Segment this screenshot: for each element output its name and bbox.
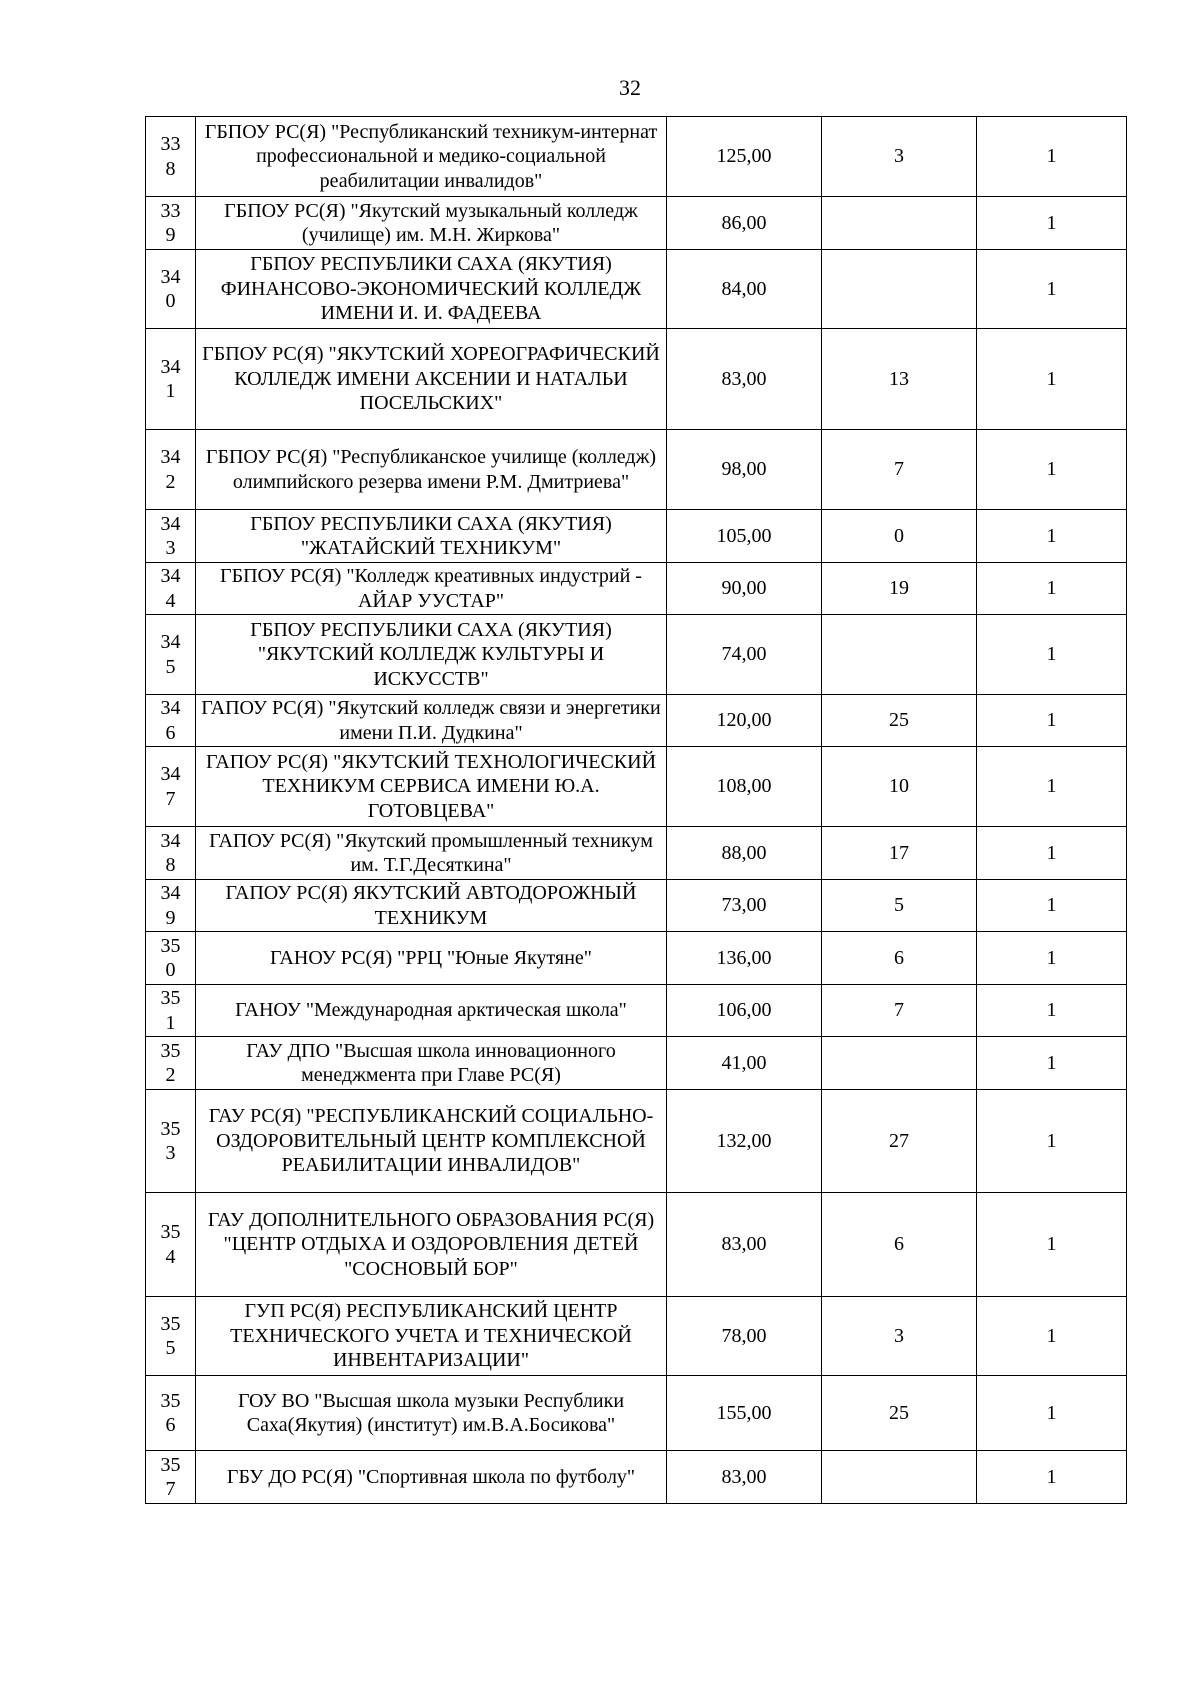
value-cell: 125,00 [667, 117, 822, 197]
row-number-cell [146, 250, 196, 329]
qty-cell: 1 [977, 250, 1127, 329]
page-number: 32 [619, 75, 641, 100]
row-number: 343 [160, 512, 181, 559]
institution-name: ГОУ ВО "Высшая школа музыки Республики Саха(Якутия) (институт) им.В.А.Босикова" [196, 1376, 667, 1451]
institution-name: ГАНОУ РС(Я) "РРЦ "Юные Якутяне" [196, 932, 667, 985]
row-number-cell [146, 932, 196, 985]
row-number: 340 [160, 265, 181, 312]
value-cell: 90,00 [667, 563, 822, 615]
institution-name: ГАНОУ "Международная арктическая школа" [196, 985, 667, 1037]
count-cell: 6 [822, 1193, 977, 1297]
table-row [146, 329, 1127, 430]
institution-name: ГБПОУ РС(Я) "Колледж креативных индустрий - АЙАР УУСТАР" [196, 563, 667, 615]
institution-name: ГАУ ДОПОЛНИТЕЛЬНОГО ОБРАЗОВАНИЯ РС(Я) "ЦЕНТР ОТДЫХА И ОЗДОРОВЛЕНИЯ ДЕТЕЙ "СОСНОВЫЙ БОР" [196, 1193, 667, 1297]
row-number: 347 [160, 763, 181, 810]
row-number: 350 [160, 934, 181, 981]
table-row [146, 615, 1127, 695]
qty-cell: 1 [977, 197, 1127, 250]
row-number: 346 [160, 697, 181, 744]
row-number-cell [146, 1037, 196, 1090]
qty-cell: 1 [977, 1376, 1127, 1451]
value-cell: 120,00 [667, 695, 822, 747]
qty-cell: 1 [977, 329, 1127, 430]
qty-cell: 1 [977, 1037, 1127, 1090]
count-cell: 0 [822, 510, 977, 563]
table-row [146, 563, 1127, 615]
count-cell: 25 [822, 1376, 977, 1451]
count-cell: 25 [822, 695, 977, 747]
value-cell: 105,00 [667, 510, 822, 563]
row-number-cell [146, 510, 196, 563]
qty-cell: 1 [977, 563, 1127, 615]
row-number-cell [146, 827, 196, 880]
row-number-cell [146, 1193, 196, 1297]
qty-cell: 1 [977, 1451, 1127, 1504]
row-number-cell [146, 615, 196, 695]
table-row [146, 880, 1127, 932]
table-row [146, 1297, 1127, 1376]
qty-cell: 1 [977, 1090, 1127, 1193]
count-cell [822, 1037, 977, 1090]
row-number: 356 [160, 1389, 181, 1436]
institution-name: ГАПОУ РС(Я) ЯКУТСКИЙ АВТОДОРОЖНЫЙ ТЕХНИКУМ [196, 880, 667, 932]
institution-name: ГБПОУ РС(Я) "Республиканский техникум-интернат профессиональной и медико-социальной реабилитации инвалидов" [196, 117, 667, 197]
institution-name: ГБУ ДО РС(Я) "Спортивная школа по футболу" [196, 1451, 667, 1504]
row-number: 339 [160, 199, 181, 246]
count-cell [822, 250, 977, 329]
count-cell [822, 615, 977, 695]
count-cell: 7 [822, 985, 977, 1037]
qty-cell: 1 [977, 880, 1127, 932]
qty-cell: 1 [977, 1193, 1127, 1297]
row-number: 353 [160, 1117, 181, 1164]
table-body [146, 117, 1127, 1504]
value-cell: 88,00 [667, 827, 822, 880]
table-row [146, 1451, 1127, 1504]
count-cell: 3 [822, 117, 977, 197]
table-row [146, 985, 1127, 1037]
table-row [146, 827, 1127, 880]
table-row [146, 932, 1127, 985]
row-number: 344 [160, 565, 181, 612]
table-row [146, 250, 1127, 329]
count-cell: 13 [822, 329, 977, 430]
row-number: 348 [160, 829, 181, 876]
value-cell: 78,00 [667, 1297, 822, 1376]
row-number-cell [146, 1376, 196, 1451]
count-cell: 17 [822, 827, 977, 880]
row-number: 345 [160, 631, 181, 678]
table-row [146, 1090, 1127, 1193]
row-number: 338 [160, 133, 181, 180]
row-number-cell [146, 117, 196, 197]
table-row [146, 1376, 1127, 1451]
qty-cell: 1 [977, 747, 1127, 827]
institution-name: ГБПОУ РС(Я) "Якутский музыкальный колледж (училище) им. М.Н. Жиркова" [196, 197, 667, 250]
table-row [146, 1037, 1127, 1090]
row-number: 351 [160, 987, 181, 1034]
value-cell: 83,00 [667, 329, 822, 430]
institution-name: ГБПОУ РС(Я) "ЯКУТСКИЙ ХОРЕОГРАФИЧЕСКИЙ КОЛЛЕДЖ ИМЕНИ АКСЕНИИ И НАТАЛЬИ ПОСЕЛЬСКИХ" [196, 329, 667, 430]
row-number-cell [146, 563, 196, 615]
qty-cell: 1 [977, 510, 1127, 563]
count-cell: 27 [822, 1090, 977, 1193]
row-number: 354 [160, 1221, 181, 1268]
row-number-cell [146, 1297, 196, 1376]
qty-cell: 1 [977, 615, 1127, 695]
count-cell: 19 [822, 563, 977, 615]
row-number: 349 [160, 882, 181, 929]
table-row [146, 747, 1127, 827]
value-cell: 73,00 [667, 880, 822, 932]
table-row [146, 197, 1127, 250]
value-cell: 108,00 [667, 747, 822, 827]
row-number-cell [146, 1090, 196, 1193]
institution-name: ГАУ ДПО "Высшая школа инновационного менеджмента при Главе РС(Я) [196, 1037, 667, 1090]
institution-name: ГБПОУ РЕСПУБЛИКИ САХА (ЯКУТИЯ) "ЯКУТСКИЙ КОЛЛЕДЖ КУЛЬТУРЫ И ИСКУССТВ" [196, 615, 667, 695]
qty-cell: 1 [977, 932, 1127, 985]
row-number-cell [146, 880, 196, 932]
qty-cell: 1 [977, 117, 1127, 197]
row-number: 342 [160, 446, 181, 493]
count-cell: 5 [822, 880, 977, 932]
value-cell: 132,00 [667, 1090, 822, 1193]
value-cell: 86,00 [667, 197, 822, 250]
institution-name: ГБПОУ РЕСПУБЛИКИ САХА (ЯКУТИЯ) "ЖАТАЙСКИЙ ТЕХНИКУМ" [196, 510, 667, 563]
table-row [146, 695, 1127, 747]
institution-name: ГУП РС(Я) РЕСПУБЛИКАНСКИЙ ЦЕНТР ТЕХНИЧЕСКОГО УЧЕТА И ТЕХНИЧЕСКОЙ ИНВЕНТАРИЗАЦИИ" [196, 1297, 667, 1376]
row-number-cell [146, 985, 196, 1037]
count-cell [822, 1451, 977, 1504]
institution-name: ГБПОУ РЕСПУБЛИКИ САХА (ЯКУТИЯ) ФИНАНСОВО-ЭКОНОМИЧЕСКИЙ КОЛЛЕДЖ ИМЕНИ И. И. ФАДЕЕВА [196, 250, 667, 329]
value-cell: 98,00 [667, 430, 822, 510]
count-cell: 10 [822, 747, 977, 827]
institution-name: ГАПОУ РС(Я) "Якутский промышленный техникум им. Т.Г.Десяткина" [196, 827, 667, 880]
institution-name: ГАПОУ РС(Я) "ЯКУТСКИЙ ТЕХНОЛОГИЧЕСКИЙ ТЕХНИКУМ СЕРВИСА ИМЕНИ Ю.А. ГОТОВЦЕВА" [196, 747, 667, 827]
row-number-cell [146, 695, 196, 747]
row-number: 341 [160, 355, 181, 402]
value-cell: 136,00 [667, 932, 822, 985]
count-cell [822, 197, 977, 250]
row-number-cell [146, 430, 196, 510]
row-number-cell [146, 329, 196, 430]
value-cell: 83,00 [667, 1451, 822, 1504]
row-number: 355 [160, 1312, 181, 1359]
row-number: 357 [160, 1453, 181, 1500]
institutions-table [145, 116, 1127, 1504]
row-number-cell [146, 1451, 196, 1504]
table-row [146, 430, 1127, 510]
row-number-cell [146, 747, 196, 827]
count-cell: 7 [822, 430, 977, 510]
value-cell: 83,00 [667, 1193, 822, 1297]
count-cell: 3 [822, 1297, 977, 1376]
value-cell: 74,00 [667, 615, 822, 695]
qty-cell: 1 [977, 430, 1127, 510]
qty-cell: 1 [977, 695, 1127, 747]
count-cell: 6 [822, 932, 977, 985]
qty-cell: 1 [977, 985, 1127, 1037]
qty-cell: 1 [977, 827, 1127, 880]
institution-name: ГБПОУ РС(Я) "Республиканское училище (колледж) олимпийского резерва имени Р.М. Дмитриева" [196, 430, 667, 510]
value-cell: 155,00 [667, 1376, 822, 1451]
row-number: 352 [160, 1039, 181, 1086]
row-number-cell [146, 197, 196, 250]
institution-name: ГАУ РС(Я) "РЕСПУБЛИКАНСКИЙ СОЦИАЛЬНО-ОЗДОРОВИТЕЛЬНЫЙ ЦЕНТР КОМПЛЕКСНОЙ РЕАБИЛИТАЦИИ ИНВАЛИДОВ" [196, 1090, 667, 1193]
value-cell: 41,00 [667, 1037, 822, 1090]
value-cell: 106,00 [667, 985, 822, 1037]
value-cell: 84,00 [667, 250, 822, 329]
table-row [146, 510, 1127, 563]
table-row [146, 117, 1127, 197]
institution-name: ГАПОУ РС(Я) "Якутский колледж связи и энергетики имени П.И. Дудкина" [196, 695, 667, 747]
qty-cell: 1 [977, 1297, 1127, 1376]
table-row [146, 1193, 1127, 1297]
